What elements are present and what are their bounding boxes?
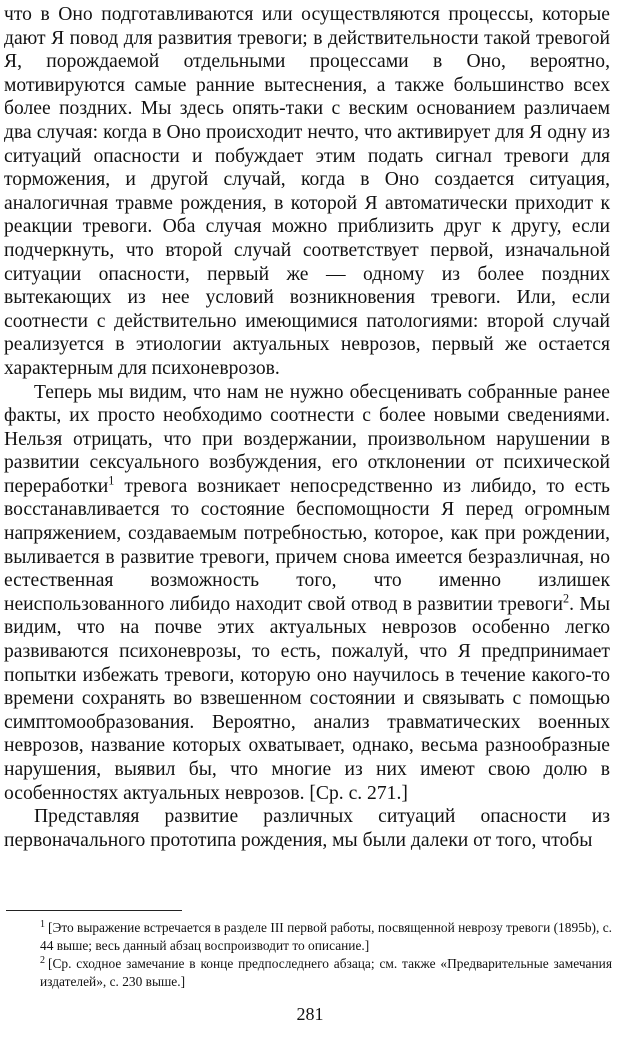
footnote-text: [Ср. сходное замечание в конце предпоследнего абзаца; см. также «Предварительные замечания издателей», с. 230 выше.] xyxy=(40,956,612,989)
footnote-text: [Это выражение встречается в разделе III первой работы, посвященной неврозу тревоги (1895b), с. 44 выше; весь данный абзац воспроизводит то описание.] xyxy=(40,920,612,953)
page-number: 281 xyxy=(296,1004,324,1024)
footnote xyxy=(40,955,612,991)
paragraph-2 xyxy=(4,381,610,806)
footnote-ref: 1 xyxy=(108,473,115,488)
paragraph-text: тревога возникает непосредственно из либидо, то есть восстанавливается то состояние беспомощности Я перед огромным напряжением, создаваемым потребностью, которое, как при рождении, выливается в развитие тревоги, причем снова имеется безразличная, но естественная возможность того, что именно излишек неиспользованного либидо находит свой отвод в развитии тревоги xyxy=(4,475,610,615)
paragraph-text: . Мы видим, что на почве этих актуальных неврозов особенно легко развиваются психоневрозы, то есть, пожалуй, что Я предпринимает попытки избежать тревоги, которую оно научилось в течение какого-то времени сохранять во взвешенном состоянии и связывать с помощью симптомообразования. Вероятно, анализ травматических военных неврозов, название которых охватывает, однако, весьма разнообразные нарушения, выявил бы, что многие из них имеют свою долю в особенностях актуальных неврозов. [Ср. с. 271.] xyxy=(4,593,611,804)
footnote-ref: 2 xyxy=(563,591,570,606)
footnote xyxy=(40,919,612,955)
paragraph-1 xyxy=(4,3,610,381)
footnote-divider xyxy=(6,910,182,911)
paragraph-text: Теперь мы видим, что нам не нужно обесценивать собранные ранее факты, их просто необходимо соотнести с более новыми сведениями. Нельзя отрицать, что при воздержании, произвольном нарушении в развитии сексуального возбуждения, его отклонении от психической переработки xyxy=(4,381,610,497)
paragraph-text: что в Оно подготавливаются или осуществляются процессы, которые дают Я повод для развития тревоги; в действительности такой тревогой Я, порождаемой отдельными процессами в Оно, вероятно, мотивируются самые ранние вытеснения, а также большинство всех более поздних. Мы здесь опять-таки с веским основанием различаем два случая: когда в Оно происходит нечто, что активирует для Я одну из ситуаций опасности и побуждает этим подать сигнал тревоги для торможения, и другой случай, когда в Оно создается ситуация, аналогичная травме рождения, в которой Я автоматически приходит к реакции тревоги. Оба случая можно приблизить друг к другу, если подчеркнуть, что второй случай соответствует первой, изначальной ситуации опасности, первый же — одному из более поздних вытекающих из нее условий возникновения тревоги. Или, если соотнести с действительно имеющимися патологиями: второй случай реализуется в этиологии актуальных неврозов, первый же остается характерным для психоневрозов. xyxy=(4,4,610,379)
footnote-marker: 1 xyxy=(40,918,46,930)
paragraph-3 xyxy=(4,805,610,852)
main-text xyxy=(4,3,610,852)
footnote-marker: 2 xyxy=(40,954,46,966)
footnotes xyxy=(40,919,612,991)
paragraph-text: Представляя развитие различных ситуаций опасности из первоначального прототипа рождения, мы были далеки от того, чтобы xyxy=(4,806,610,851)
